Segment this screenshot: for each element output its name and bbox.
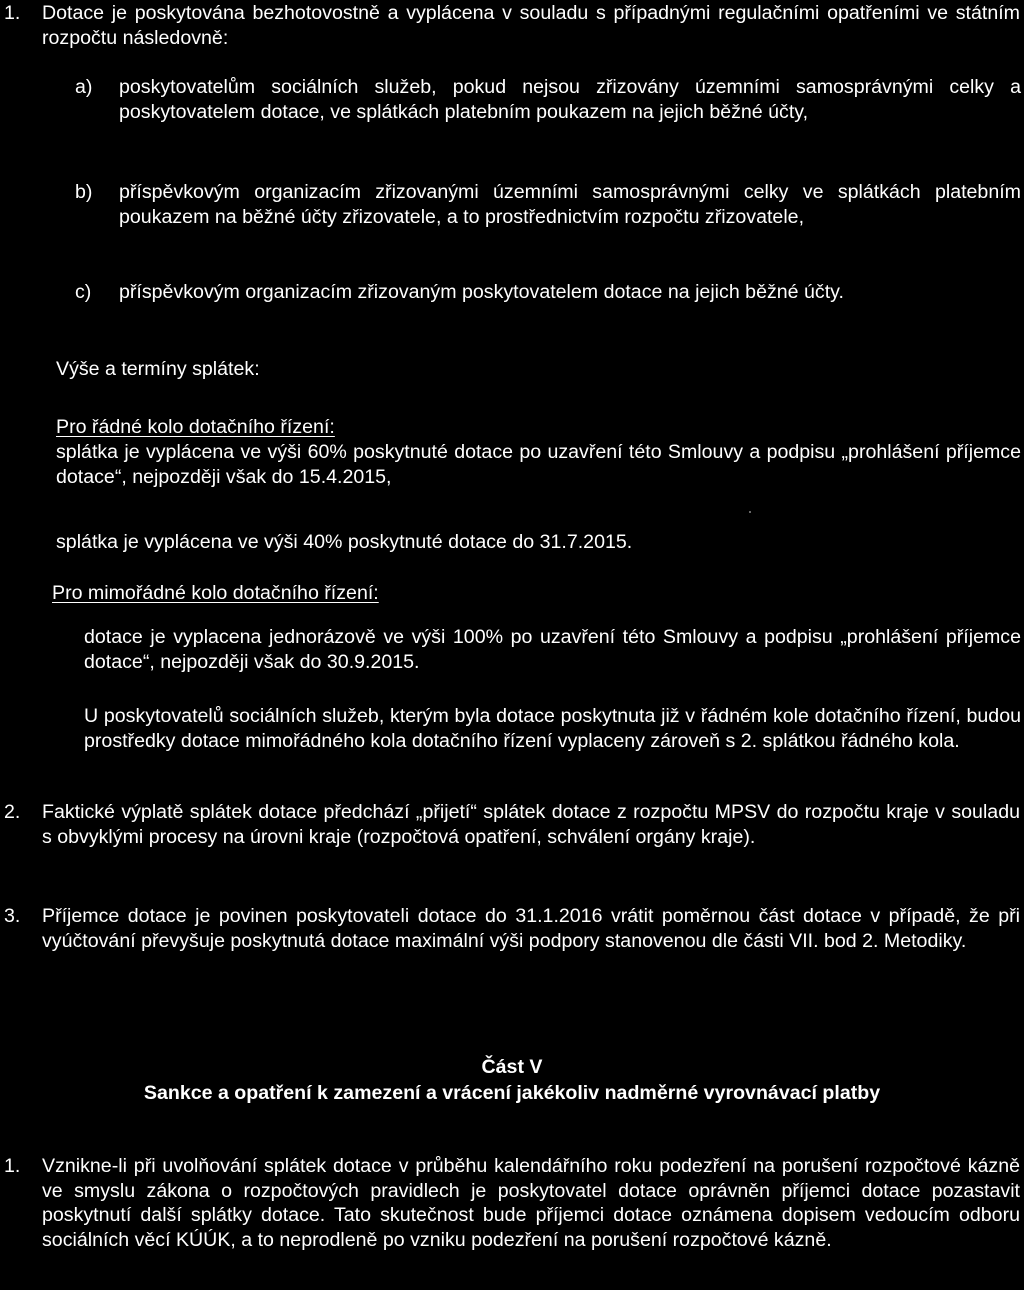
- item1-intro: Dotace je poskytována bezhotovostně a vyplácena v souladu s případnými regulačními opatřeními ve státním rozpočtu následovně:: [42, 2, 1020, 49]
- subitem-a-text: poskytovatelům sociálních služeb, pokud nejsou zřizovány územními samosprávnými celky a poskytovatelem dotace, ve splátkách platebním poukazem na jejich běžné účty,: [119, 76, 1021, 123]
- item2-number: 2.: [4, 801, 21, 823]
- item3-number: 3.: [4, 905, 21, 927]
- item3-text: Příjemce dotace je povinen poskytovateli dotace do 31.1.2016 vrátit poměrnou část dotace v případě, že při vyúčtování převyšuje poskytnutá dotace maximální výši podpory stanovenou dle části VII. bod 2. Metodiky.: [42, 905, 1020, 952]
- regular-installment-2: splátka je vyplácena ve výši 40% poskytnuté dotace do 31.7.2015.: [56, 531, 633, 553]
- regular-round-heading: Pro řádné kolo dotačního řízení:: [56, 416, 335, 438]
- subitem-c-label: c): [75, 281, 92, 303]
- scan-speck: [749, 511, 751, 513]
- subitem-c-text: příspěvkovým organizacím zřizovaným poskytovatelem dotace na jejich běžné účty.: [119, 281, 844, 303]
- item1-number: 1.: [4, 2, 21, 24]
- subitem-b-text: příspěvkovým organizacím zřizovanými územními samosprávnými celky ve splátkách platebním poukazem na běžné účty zřizovatele, a to prostřednictvím rozpočtu zřizovatele,: [119, 181, 1021, 228]
- installments-heading: Výše a termíny splátek:: [56, 358, 260, 380]
- subitem-b-label: b): [75, 181, 93, 203]
- section5-item1-text: Vznikne-li při uvolňování splátek dotace v průběhu kalendářního roku podezření na porušení rozpočtové kázně ve smyslu zákona o rozpočtových pravidlech je poskytovatel dotace oprávněn příjemci dotace pozastavit poskytnutí další splátky dotace. Tato skutečnost bude příjemci dotace oznámena dopisem vedoucím odboru sociálních věcí KÚÚK, a to neprodleně po vzniku podezření na porušení rozpočtové kázně.: [42, 1155, 1020, 1251]
- extra-round-heading: Pro mimořádné kolo dotačního řízení:: [52, 582, 379, 604]
- section-title: Část V: [481, 1056, 543, 1078]
- item2-text: Faktické výplatě splátek dotace předchází „přijetí“ splátek dotace z rozpočtu MPSV do rozpočtu kraje v souladu s obvyklými procesy na úrovni kraje (rozpočtová opatření, schválení orgány kraje).: [42, 801, 1020, 848]
- extra-round-para-1: dotace je vyplacena jednorázově ve výši 100% po uzavření této Smlouvy a podpisu „prohlášení příjemce dotace“, nejpozději však do 30.9.2015.: [84, 626, 1021, 673]
- regular-installment-1: splátka je vyplácena ve výši 60% poskytnuté dotace po uzavření této Smlouvy a podpisu „prohlášení příjemce dotace“, nejpozději však do 15.4.2015,: [56, 441, 1021, 488]
- extra-round-para-2: U poskytovatelů sociálních služeb, kterým byla dotace poskytnuta již v řádném kole dotačního řízení, budou prostředky dotace mimořádného kola dotačního řízení vyplaceny zároveň s 2. splátkou řádného kola.: [84, 705, 1021, 752]
- subitem-a-label: a): [75, 76, 93, 98]
- section5-item1-number: 1.: [4, 1155, 21, 1177]
- section-subtitle: Sankce a opatření k zamezení a vrácení jakékoliv nadměrné vyrovnávací platby: [143, 1082, 881, 1104]
